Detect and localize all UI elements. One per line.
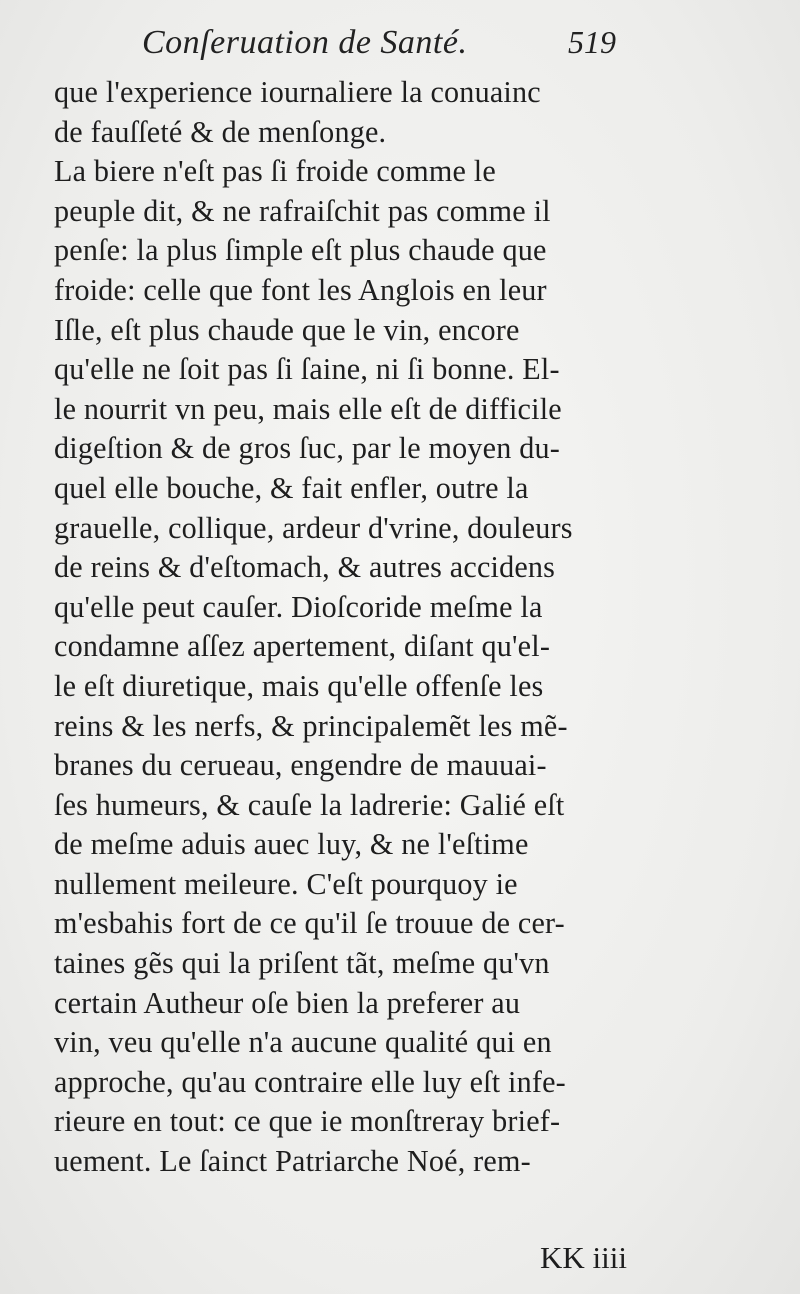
text-line: que l'experience iournaliere la conuainc: [54, 74, 541, 109]
text-line: froide: celle que font les Anglois en leur: [54, 271, 547, 307]
text-line: branes du cerueau, engendre de mauuai-: [54, 747, 547, 783]
text-line: nullement meileure. C'eſt pourquoy ie: [54, 865, 518, 901]
text-line: de reins & d'eſtomach, & autres accidens: [54, 549, 556, 585]
text-line: vin, veu qu'elle n'a aucune qualité qui en: [54, 1024, 552, 1060]
text-line: Iſle, eſt plus chaude que le vin, encore: [54, 311, 520, 347]
body-text: [54, 72, 774, 1181]
text-line: penſe: la plus ſimple eſt plus chaude que: [54, 232, 547, 268]
page-footer: [0, 1240, 800, 1284]
text-line: digeſtion & de gros ſuc, par le moyen du-: [54, 430, 560, 466]
running-title: Conſeruation de Santé.: [142, 24, 468, 61]
text-line: qu'elle peut cauſer. Dioſcoride meſme la: [54, 588, 543, 624]
text-line: peuple dit, & ne rafraiſchit pas comme il: [54, 192, 551, 228]
text-line: le nourrit vn peu, mais elle eſt de difficile: [54, 390, 562, 426]
text-line: certain Autheur oſe bien la preferer au: [54, 984, 521, 1020]
text-line: condamne aſſez apertement, diſant qu'el-: [54, 628, 551, 664]
text-line: taines gẽs qui la priſent tãt, meſme qu'vn: [54, 945, 550, 981]
text-line: m'esbahis fort de ce qu'il ſe trouue de cer-: [54, 905, 565, 941]
text-line: qu'elle ne ſoit pas ſi ſaine, ni ſi bonne. El-: [54, 351, 560, 387]
signature-mark: KK iiii: [540, 1240, 627, 1275]
text-line: le eſt diuretique, mais qu'elle offenſe les: [54, 667, 544, 703]
text-line: uement. Le ſainct Patriarche Noé, rem-: [54, 1143, 531, 1179]
text-line: grauelle, collique, ardeur d'vrine, douleurs: [54, 509, 573, 545]
text-line: quel elle bouche, & fait enfler, outre la: [54, 469, 529, 505]
text-line: reins & les nerfs, & principalemẽt les mẽ-: [54, 707, 568, 743]
text-line: de fauſſeté & de menſonge.: [54, 113, 387, 149]
text-line: rieure en tout: ce que ie monſtreray brief-: [54, 1103, 561, 1139]
page-header: [0, 20, 800, 68]
text-line: approche, qu'au contraire elle luy eſt infe-: [54, 1063, 566, 1099]
text-line: La biere n'eſt pas ſi froide comme le: [54, 153, 496, 189]
text-line: de meſme aduis auec luy, & ne l'eſtime: [54, 826, 529, 862]
page-number: 519: [568, 24, 616, 60]
text-line: ſes humeurs, & cauſe la ladrerie: Galié eſt: [54, 786, 565, 822]
